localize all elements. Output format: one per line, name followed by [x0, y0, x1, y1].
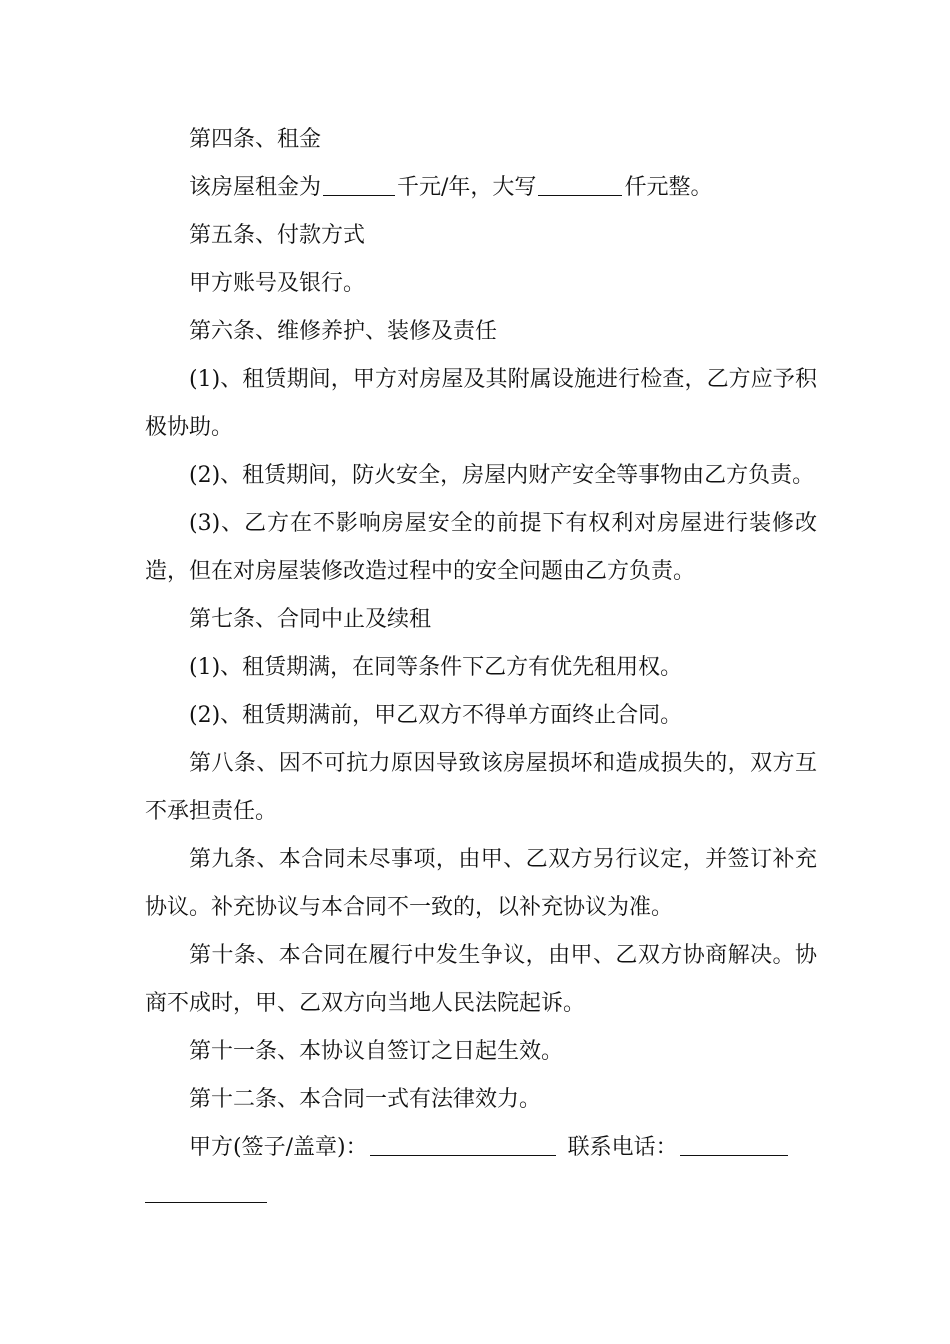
- rent-capital-blank[interactable]: [538, 171, 622, 196]
- phone-blank[interactable]: [680, 1131, 788, 1156]
- article-6-item-1: (1)、租赁期间，甲方对房屋及其附属设施进行检查，乙方应予积极协助。: [145, 367, 817, 440]
- party-a-signature-blank[interactable]: [370, 1131, 556, 1156]
- article-7-item-1: (1)、租赁期满，在同等条件下乙方有优先租用权。: [189, 655, 683, 680]
- article-6-item-2: (2)、租赁期间，防火安全，房屋内财产安全等事物由乙方负责。: [189, 463, 815, 488]
- article-7-heading: 第七条、合同中止及续租: [189, 607, 432, 632]
- rent-suffix: 仟元整。: [624, 175, 713, 200]
- article-4-heading: 第四条、租金: [189, 127, 322, 152]
- rent-unit: 千元/年，大写: [397, 175, 537, 200]
- article-11: 第十一条、本协议自签订之日起生效。: [189, 1039, 564, 1064]
- article-7-item-2: (2)、租赁期满前，甲乙双方不得单方面终止合同。: [189, 703, 683, 728]
- rent-amount-blank[interactable]: [323, 171, 395, 196]
- party-a-label: 甲方(签子/盖章)：: [189, 1135, 368, 1160]
- article-12: 第十二条、本合同一式有法律效力。: [189, 1087, 542, 1112]
- contract-body: [145, 116, 817, 1203]
- article-5-text: 甲方账号及银行。: [189, 271, 366, 296]
- phone-blank-continued[interactable]: [145, 1172, 267, 1203]
- signature-line: [145, 1124, 817, 1172]
- article-10: 第十条、本合同在履行中发生争议，由甲、乙双方协商解决。协商不成时，甲、乙双方向当地人民法院起诉。: [145, 943, 817, 1016]
- rent-prefix: 该房屋租金为: [189, 175, 322, 200]
- article-5-heading: 第五条、付款方式: [189, 223, 366, 248]
- article-9: 第九条、本合同未尽事项，由甲、乙双方另行议定，并签订补充协议。补充协议与本合同不一致的，以补充协议为准。: [145, 847, 817, 920]
- article-8: 第八条、因不可抗力原因导致该房屋损坏和造成损失的，双方互不承担责任。: [145, 751, 817, 824]
- article-4-rent-line: [145, 164, 817, 212]
- article-6-item-3: (3)、乙方在不影响房屋安全的前提下有权利对房屋进行装修改造，但在对房屋装修改造过程中的安全问题由乙方负责。: [145, 511, 817, 584]
- phone-label: 联系电话：: [567, 1135, 678, 1160]
- article-6-heading: 第六条、维修养护、装修及责任: [189, 319, 498, 344]
